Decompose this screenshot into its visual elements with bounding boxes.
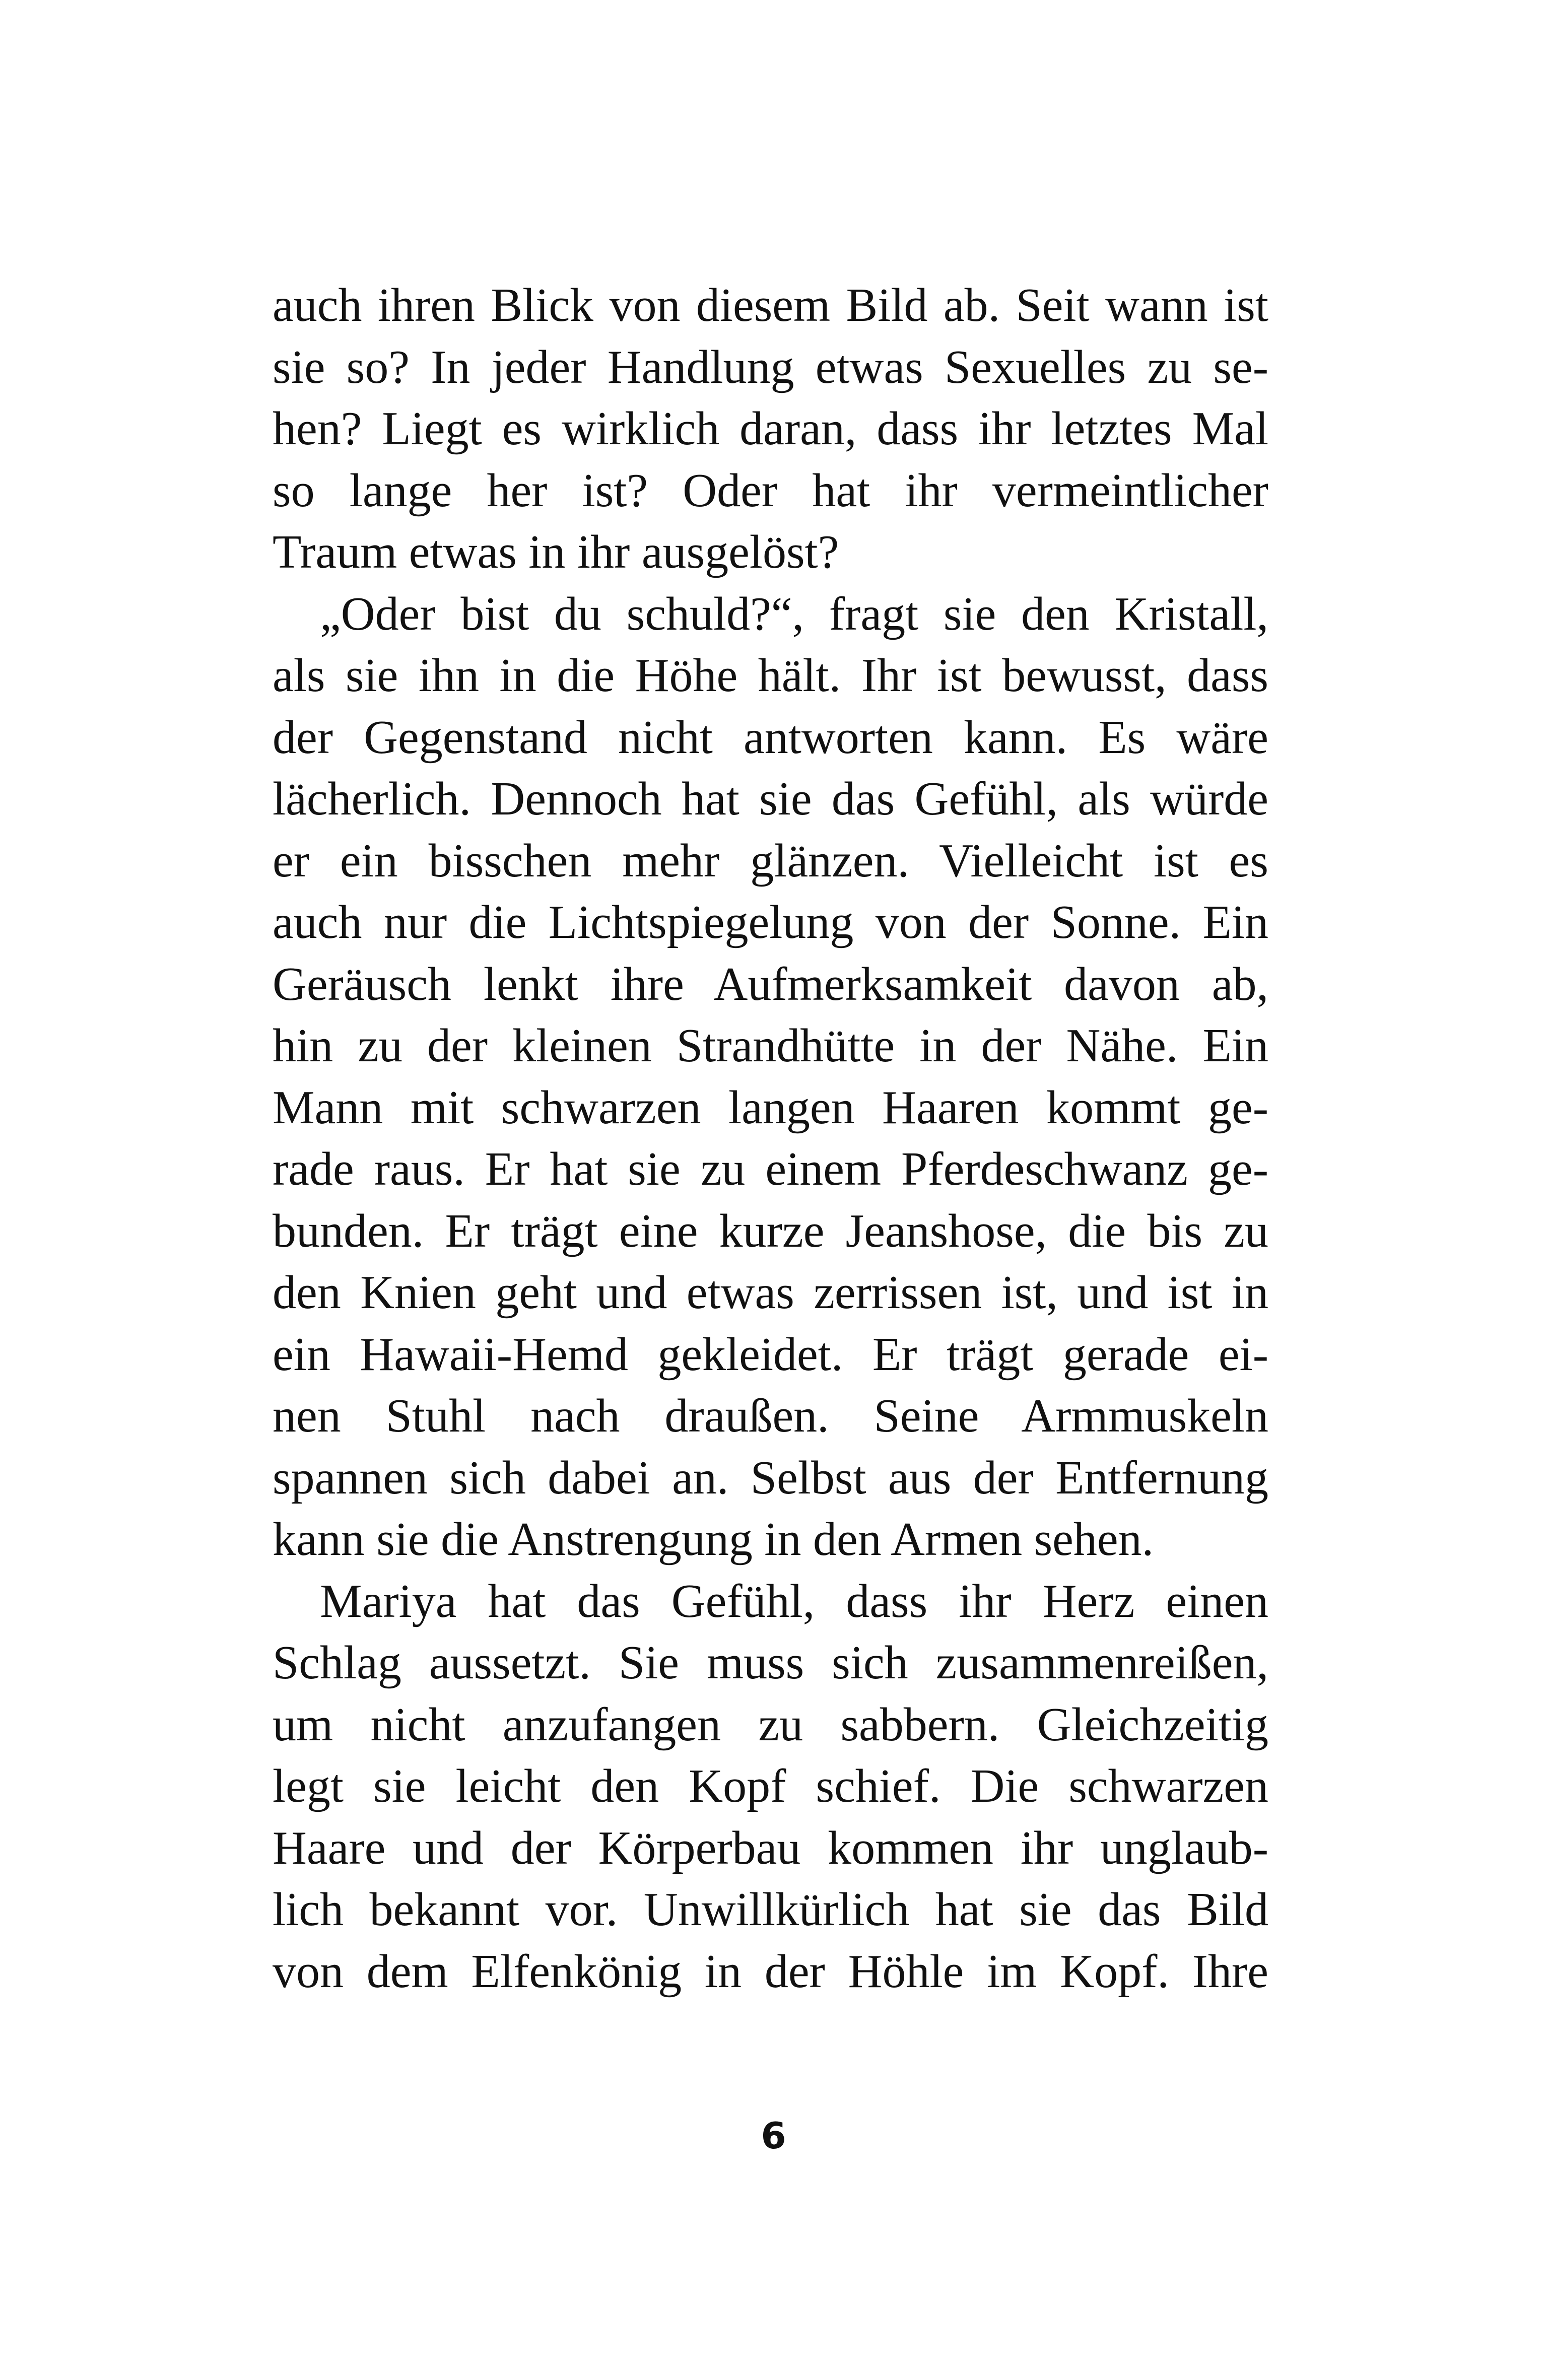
- text-line: nen Stuhl nach draußen. Seine Armmuskeln: [273, 1390, 1268, 1442]
- text-line: Mann mit schwarzen langen Haaren kommt ge-: [273, 1081, 1268, 1134]
- text-line: als sie ihn in die Höhe hält. Ihr ist bewusst, dass: [273, 649, 1268, 702]
- text-line: legt sie leicht den Kopf schief. Die schwarzen: [273, 1760, 1268, 1812]
- paragraph-2: [273, 583, 1268, 1571]
- text-line: den Knien geht und etwas zerrissen ist, und ist in: [273, 1266, 1268, 1319]
- text-line: Traum etwas in ihr ausgelöst?: [273, 526, 839, 578]
- text-line: spannen sich dabei an. Selbst aus der Entfernung: [273, 1451, 1268, 1504]
- paragraph-1: [273, 275, 1268, 583]
- text-line: Haare und der Körperbau kommen ihr unglaub-: [273, 1821, 1268, 1874]
- text-line: bunden. Er trägt eine kurze Jeanshose, die bis zu: [273, 1204, 1268, 1257]
- text-line: ein Hawaii-Hemd gekleidet. Er trägt gerade ei-: [273, 1328, 1268, 1381]
- text-line: von dem Elfenkönig in der Höhle im Kopf. Ihre: [273, 1945, 1268, 1998]
- body-text: [273, 275, 1268, 2002]
- text-line: auch ihren Blick von diesem Bild ab. Seit wann ist: [273, 279, 1268, 331]
- paragraph-3: [273, 1571, 1268, 2003]
- text-line: lich bekannt vor. Unwillkürlich hat sie das Bild: [273, 1883, 1268, 1936]
- text-line: so lange her ist? Oder hat ihr vermeintlicher: [273, 464, 1268, 517]
- text-line: sie so? In jeder Handlung etwas Sexuelles zu se-: [273, 341, 1268, 393]
- text-line: um nicht anzufangen zu sabbern. Gleichzeitig: [273, 1698, 1268, 1751]
- text-line: auch nur die Lichtspiegelung von der Sonne. Ein: [273, 896, 1268, 948]
- text-line: hen? Liegt es wirklich daran, dass ihr letztes Mal: [273, 402, 1268, 455]
- text-line: Schlag aussetzt. Sie muss sich zusammenreißen,: [273, 1637, 1268, 1689]
- text-line: Mariya hat das Gefühl, dass ihr Herz einen: [320, 1575, 1268, 1627]
- text-line: der Gegenstand nicht antworten kann. Es wäre: [273, 711, 1268, 764]
- text-line: „Oder bist du schuld?“, fragt sie den Kristall,: [320, 587, 1268, 640]
- text-line: rade raus. Er hat sie zu einem Pferdeschwanz ge-: [273, 1143, 1268, 1195]
- text-line: lächerlich. Dennoch hat sie das Gefühl, als würde: [273, 773, 1268, 825]
- text-line: kann sie die Anstrengung in den Armen sehen.: [273, 1513, 1154, 1566]
- text-line: er ein bisschen mehr glänzen. Vielleicht ist es: [273, 834, 1268, 887]
- text-line: Geräusch lenkt ihre Aufmerksamkeit davon ab,: [273, 958, 1268, 1010]
- text-line: hin zu der kleinen Strandhütte in der Nähe. Ein: [273, 1019, 1268, 1072]
- page-number: 6: [761, 2115, 786, 2157]
